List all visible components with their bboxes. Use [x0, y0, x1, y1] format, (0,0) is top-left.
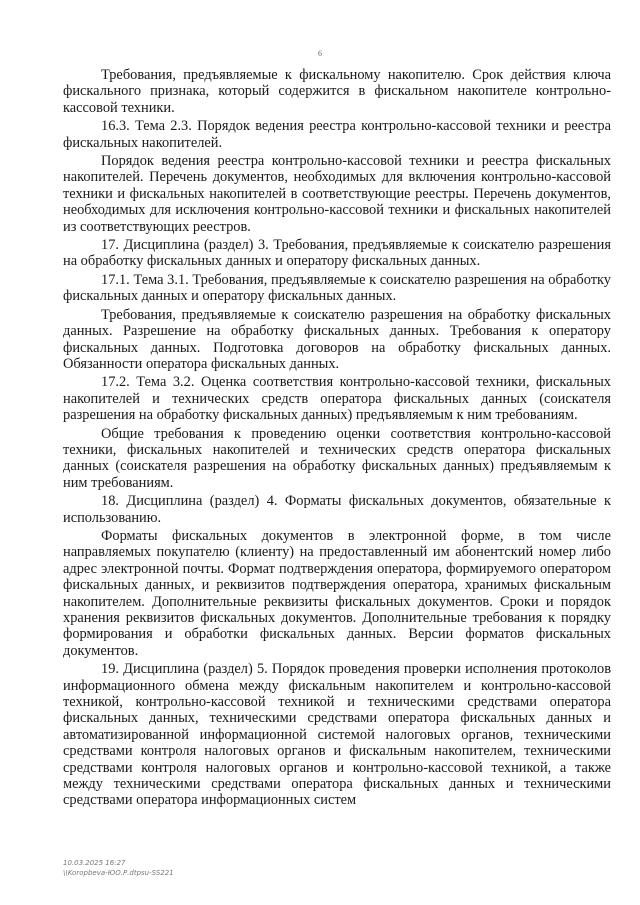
- footer-stamp: [63, 858, 174, 878]
- page-number: 6: [318, 49, 322, 58]
- paragraph: 18. Дисциплина (раздел) 4. Форматы фискальных документов, обязательные к использованию.: [63, 493, 611, 526]
- paragraph: 16.3. Тема 2.3. Порядок ведения реестра контрольно-кассовой техники и реестра фискальных накопителей.: [63, 118, 611, 151]
- paragraph: Порядок ведения реестра контрольно-кассовой техники и реестра фискальных накопителей. Перечень документов, необходимых для включения контрольно-кассовой техники и фискальных накопителей в соответствующие реестры. Перечень документов, необходимых для исключения контрольно-кассовой техники и фискальных накопителей из соответствующих реестров.: [63, 153, 611, 235]
- paragraph: Требования, предъявляемые к фискальному накопителю. Срок действия ключа фискального признака, который содержится в фискальном накопителе контрольно-кассовой техники.: [63, 67, 611, 116]
- paragraph: 17.2. Тема 3.2. Оценка соответствия контрольно-кассовой техники, фискальных накопителей и технических средств оператора фискальных данных (соискателя разрешения на обработку фискальных данных) предъявляемым к ним требованиям.: [63, 374, 611, 424]
- paragraph: 17.1. Тема 3.1. Требования, предъявляемые к соискателю разрешения на обработку фискальных данных и оператору фискальных данных.: [63, 271, 611, 305]
- footer-path: \\Koropbeva-ЮО.Р.dtpsu-SS221: [63, 869, 174, 877]
- paragraph: 19. Дисциплина (раздел) 5. Порядок проведения проверки исполнения протоколов информационного обмена между фискальным накопителем и контрольно-кассовой техникой, контрольно-кассовой техникой и техническими средствами оператора фискальных данных, техническими средствами оператора фискальных данных и автоматизированной информационной системой налоговых органов, техническими средствами контроля налоговых органов и фискальным накопителем, техническими средствами контроля налоговых органов и контрольно-кассовой техникой, а также между техническими средствами оператора фискальных данных и техническими средствами оператора информационных систем: [63, 661, 611, 809]
- paragraph: 17. Дисциплина (раздел) 3. Требования, предъявляемые к соискателю разрешения на обработку фискальных данных и оператору фискальных данных.: [63, 237, 611, 270]
- footer-timestamp: 10.03.2025 16:27: [63, 859, 126, 867]
- paragraph: Требования, предъявляемые к соискателю разрешения на обработку фискальных данных. Разрешение на обработку фискальных данных. Требования к оператору фискальных данных. Подготовка договоров на обработку фискальных данных. Обязанности оператора фискальных данных.: [63, 306, 611, 372]
- document-body: [63, 67, 611, 811]
- paragraph: Общие требования к проведению оценки соответствия контрольно-кассовой техники, фискальных накопителей и технических средств оператора фискальных данных (соискателя разрешения на обработку фискальных данных) предъявляемым к ним требованиям.: [63, 425, 611, 491]
- paragraph: Форматы фискальных документов в электронной форме, в том числе направляемых покупателю (клиенту) на предоставленный им абонентский номер либо адрес электронной почты. Формат подтверждения оператора, формируемого оператором фискальных данных, и реквизитов подтверждения оператора, хранимых фискальным накопителем. Дополнительные реквизиты фискальных документов. Сроки и порядок хранения реквизитов фискальных документов. Дополнительные требования к порядку формирования и обработки фискальных данных. Версии форматов фискальных документов.: [63, 527, 611, 659]
